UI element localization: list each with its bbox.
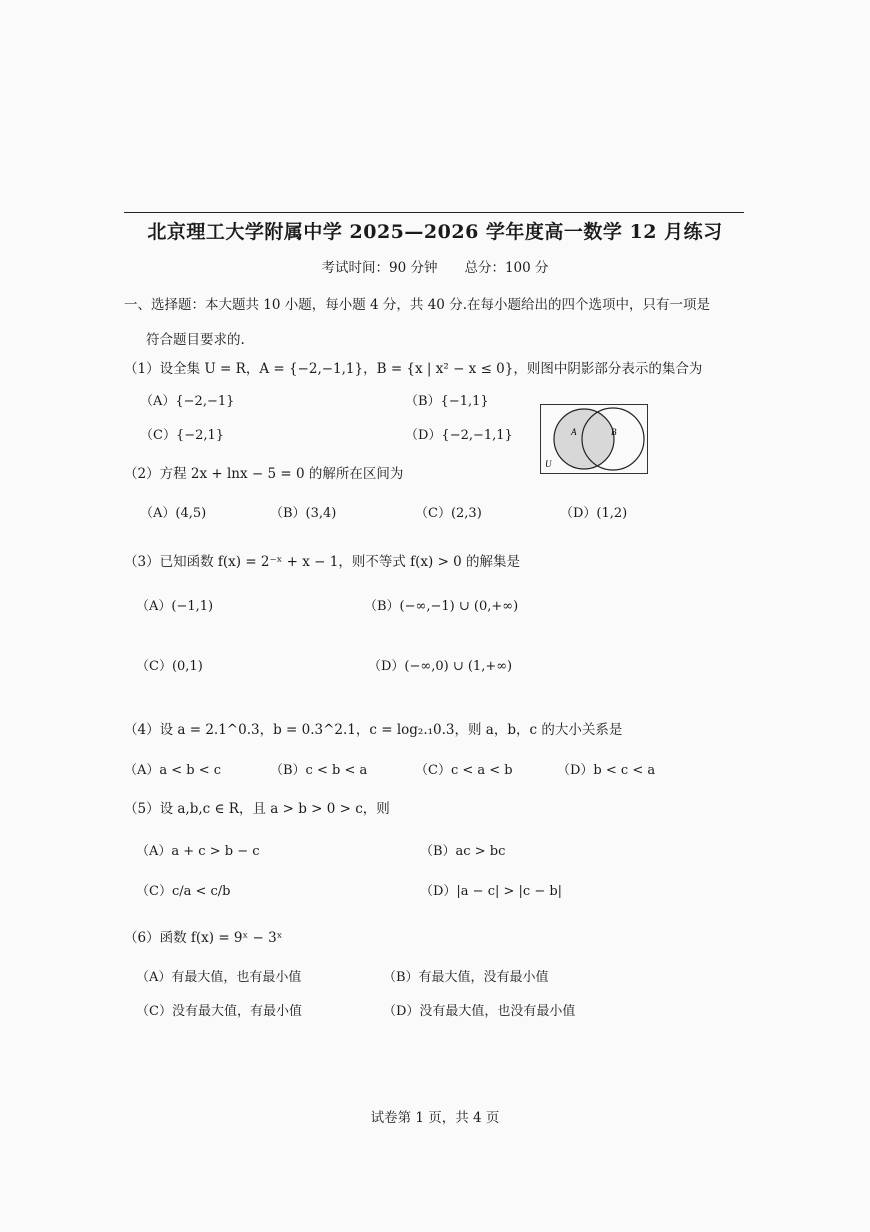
q3-option-b: （B）(−∞,−1) ∪ (0,+∞) [364, 599, 519, 614]
q2-option-b: （B）(3,4) [270, 506, 337, 521]
q6-option-d: （D）没有最大值，也没有最小值 [383, 1004, 576, 1019]
q2-option-d: （D）(1,2) [560, 506, 628, 521]
q5-option-d: （D）|a − c| > |c − b| [420, 884, 563, 899]
venn-diagram [540, 404, 648, 474]
q1-option-c: （C）{−2,1} [140, 428, 225, 443]
exam-info: 考试时间：90 分钟 总分：100 分 [321, 260, 549, 276]
q5-option-c: （C）c/a < c/b [136, 884, 231, 899]
q3-option-d: （D）(−∞,0) ∪ (1,+∞) [368, 659, 513, 674]
question-2-stem: （2）方程 2x + lnx − 5 = 0 的解所在区间为 [124, 466, 404, 482]
q2-option-c: （C）(2,3) [415, 506, 482, 521]
question-5-stem: （5）设 a,b,c ∈ R，且 a > b > 0 > c，则 [124, 801, 390, 817]
question-1-stem: （1）设全集 U = R，A = {−2,−1,1}，B = {x | x² − x ≤ 0}，则图中阴影部分表示的集合为 [124, 361, 703, 377]
set-a-label: A [571, 427, 577, 437]
q1-option-d: （D）{−2,−1,1} [405, 428, 513, 443]
universal-label: U [545, 459, 552, 469]
section-heading: 一、选择题：本大题共 10 小题，每小题 4 分，共 40 分.在每小题给出的四个选项中，只有一项是 [124, 297, 710, 313]
q6-option-b: （B）有最大值，没有最小值 [383, 970, 549, 985]
section-heading-cont: 符合题目要求的. [146, 332, 245, 348]
q5-option-a: （A）a + c > b − c [136, 844, 260, 859]
q4-option-b: （B）c < b < a [270, 763, 368, 778]
q4-option-d: （D）b < c < a [557, 763, 656, 778]
q6-option-a: （A）有最大值，也有最小值 [136, 970, 302, 985]
q4-option-c: （C）c < a < b [415, 763, 513, 778]
question-6-stem: （6）函数 f(x) = 9ˣ − 3ˣ [124, 930, 283, 946]
q5-option-b: （B）ac > bc [420, 844, 506, 859]
q1-option-b: （B）{−1,1} [405, 394, 489, 409]
page-footer: 试卷第 1 页，共 4 页 [370, 1110, 500, 1126]
q4-option-a: （A）a < b < c [124, 763, 222, 778]
question-3-stem: （3）已知函数 f(x) = 2⁻ˣ + x − 1，则不等式 f(x) > 0 的解集是 [124, 554, 521, 570]
q2-option-a: （A）(4,5) [140, 506, 207, 521]
set-b-label: B [611, 427, 617, 437]
question-4-stem: （4）设 a = 2.1^0.3，b = 0.3^2.1，c = log₂.₁0.3，则 a，b，c 的大小关系是 [124, 722, 623, 738]
q3-option-a: （A）(−1,1) [136, 599, 214, 614]
q1-option-a: （A）{−2,−1} [140, 394, 235, 409]
venn-svg [541, 405, 647, 473]
q3-option-c: （C）(0,1) [136, 659, 203, 674]
exam-title: 北京理工大学附属中学 2025—2026 学年度高一数学 12 月练习 [147, 221, 723, 243]
q6-option-c: （C）没有最大值，有最小值 [136, 1004, 302, 1019]
top-rule [124, 212, 744, 213]
